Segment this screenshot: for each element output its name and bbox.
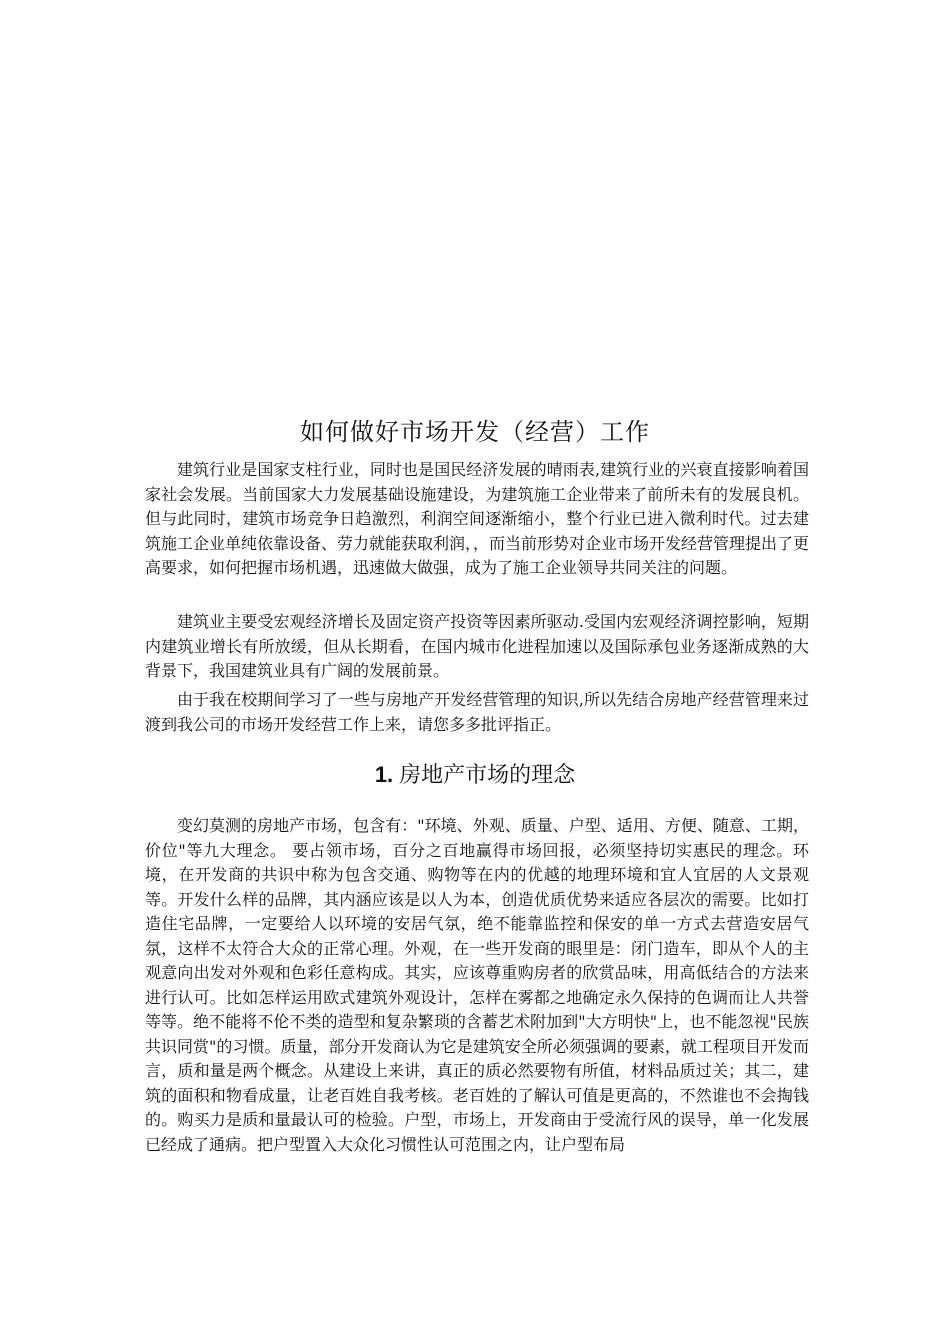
intro-paragraph-3: 由于我在校期间学习了一些与房地产开发经营管理的知识,所以先结合房地产经营管理来过渡到我公司的市场开发经营工作上来，请您多多批评指正。 xyxy=(145,690,809,734)
section-heading xyxy=(0,757,950,794)
section-title: 房地产市场的理念 xyxy=(399,763,576,788)
intro-paragraph-2: 建筑业主要受宏观经济增长及固定资产投资等因素所驱动.受国内宏观经济调控影响，短期内建筑业增长有所放缓，但从长期看，在国内城市化进程加速以及国际承包业务逐渐成熟的大背景下，我国建筑业具有广阔的发展前景。 xyxy=(145,612,809,680)
document-title: 如何做好市场开发（经营）工作 xyxy=(300,418,650,446)
intro-paragraph-1: 建筑行业是国家支柱行业，同时也是国民经济发展的晴雨表,建筑行业的兴衰直接影响着国家社会发展。当前国家大力发展基础设施建设，为建筑施工企业带来了前所未有的发展良机。但与此同时，建筑市场竞争日趋激烈，利润空间逐渐缩小，整个行业已进入微利时代。过去建筑施工企业单纯依靠设备、劳力就能获取利润，，而当前形势对企业市场开发经营管理提出了更高要求，如何把握市场机遇，迅速做大做强，成为了施工企业领导共同关注的问题。 xyxy=(145,460,810,577)
section-number: 1. xyxy=(374,762,394,787)
section-paragraph: 变幻莫测的房地产市场，包含有："环境、外观、质量、户型、适用、方便、随意、工期，价位"等九大理念。 要占领市场，百分之百地赢得市场回报，必须坚持切实惠民的理念。环境，在开发商的共识中称为包含交通、购物等在内的优越的地理环境和宜人宜居的人文景观等。开发什么样的品牌，其内涵应该是以人为本，创造优质优势来适应各层次的需要。比如打造住宅品牌，一定要给人以环境的安居气氛，绝不能靠监控和保安的单一方式去营造安居气氛，这样不太符合大众的正常心理。外观，在一些开发商的眼里是：闭门造车，即从个人的主观意向出发对外观和色彩任意构成。其实，应该尊重购房者的欣赏品味，用高低结合的方法来进行认可。比如怎样运用欧式建筑外观设计，怎样在雾都之地确定永久保持的色调而让人共誉等等。绝不能将不伦不类的造型和复杂繁琐的含蓄艺术附加到"大方明快"上，也不能忽视"民族共识同赏"的习惯。质量，部分开发商认为它是建筑安全所必须强调的要素，就工程项目开发而言，质和量是两个概念。从建设上来讲，真正的质必然要物有所值，材料品质过关；其二，建筑的面积和物看成量，让老百姓自我考核。老百姓的了解认可值是更高的，不然谁也不会掏钱的。购买力是质和量最认可的检验。户型，市场上，开发商由于受流行风的误导，单一化发展已经成了通病。把户型置入大众化习惯性认可范围之内，让户型布局 xyxy=(145,816,809,1154)
